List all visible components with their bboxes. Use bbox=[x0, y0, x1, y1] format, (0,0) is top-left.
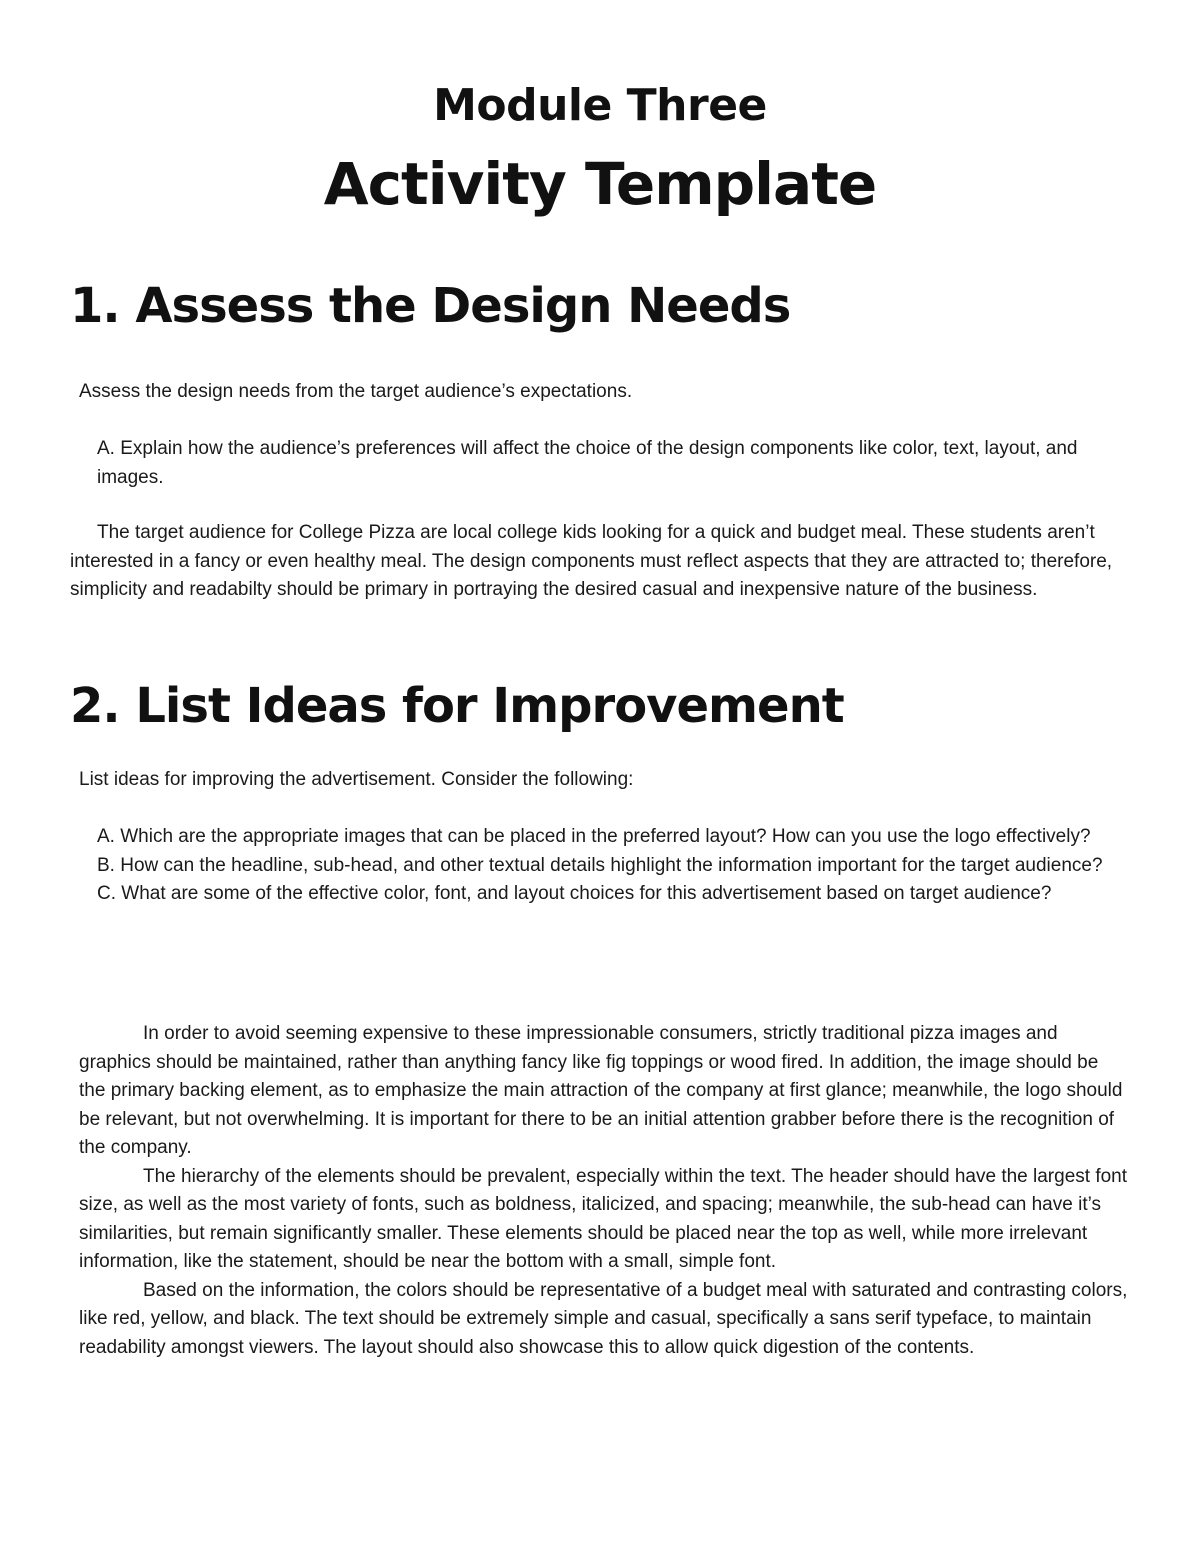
question-item: B. How can the headline, sub-head, and other textual details highlight the information important for the target audience? bbox=[97, 854, 1103, 876]
section1-intro: Assess the design needs from the target audience’s expectations. bbox=[79, 381, 633, 402]
question-item: A. Which are the appropriate images that can be placed in the preferred layout? How can you use the logo effectively? bbox=[97, 826, 1091, 847]
section2-intro: List ideas for improving the advertisement. Consider the following: bbox=[79, 769, 634, 790]
section1-question-a: A. Explain how the audience’s preferences will affect the choice of the design components like color, text, layout, and images. bbox=[97, 438, 1078, 488]
answer-paragraph: Based on the information, the colors should be representative of a budget meal with saturated and contrasting colors, like red, yellow, and black. The text should be extremely simple and casual, specifically a sans serif typeface, to maintain readability amongst viewers. The layout should also showcase this to allow quick digestion of the contents. bbox=[79, 1279, 1128, 1358]
section1-heading: 1. Assess the Design Needs bbox=[70, 278, 791, 334]
page-title: Activity Template bbox=[323, 150, 877, 218]
answer-paragraph: In order to avoid seeming expensive to these impressionable consumers, strictly traditional pizza images and graphics should be maintained, rather than anything fancy like fig toppings or wood fired. In addition, the image should be the primary backing element, as to emphasize the main attraction of the company at first glance; meanwhile, the logo should be relevant, but not overwhelming. It is important for there to be an initial attention grabber before there is the recognition of the company. bbox=[79, 1023, 1123, 1158]
module-title: Module Three bbox=[433, 80, 767, 131]
question-item: C. What are some of the effective color, font, and layout choices for this advertisement based on target audience? bbox=[97, 883, 1052, 904]
answer-paragraph: The hierarchy of the elements should be prevalent, especially within the text. The header should have the largest font size, as well as the most variety of fonts, such as boldness, italicized, and spacing; meanwhile, the sub-head can have it’s similarities, but remain significantly smaller. These elements should be placed near the top as well, while more irrelevant information, like the statement, should be near the bottom with a small, simple font. bbox=[79, 1165, 1128, 1272]
section2-answers bbox=[79, 1020, 1129, 1362]
section2-heading: 2. List Ideas for Improvement bbox=[70, 678, 844, 734]
section1-answer: The target audience for College Pizza are local college kids looking for a quick and budget meal. These students aren’t interested in a fancy or even healthy meal. The design components must reflect aspects that they are attracted to; therefore, simplicity and readabilty should be primary in portraying the desired casual and inexpensive nature of the business. bbox=[70, 522, 1113, 600]
section2-questions bbox=[97, 823, 1127, 909]
